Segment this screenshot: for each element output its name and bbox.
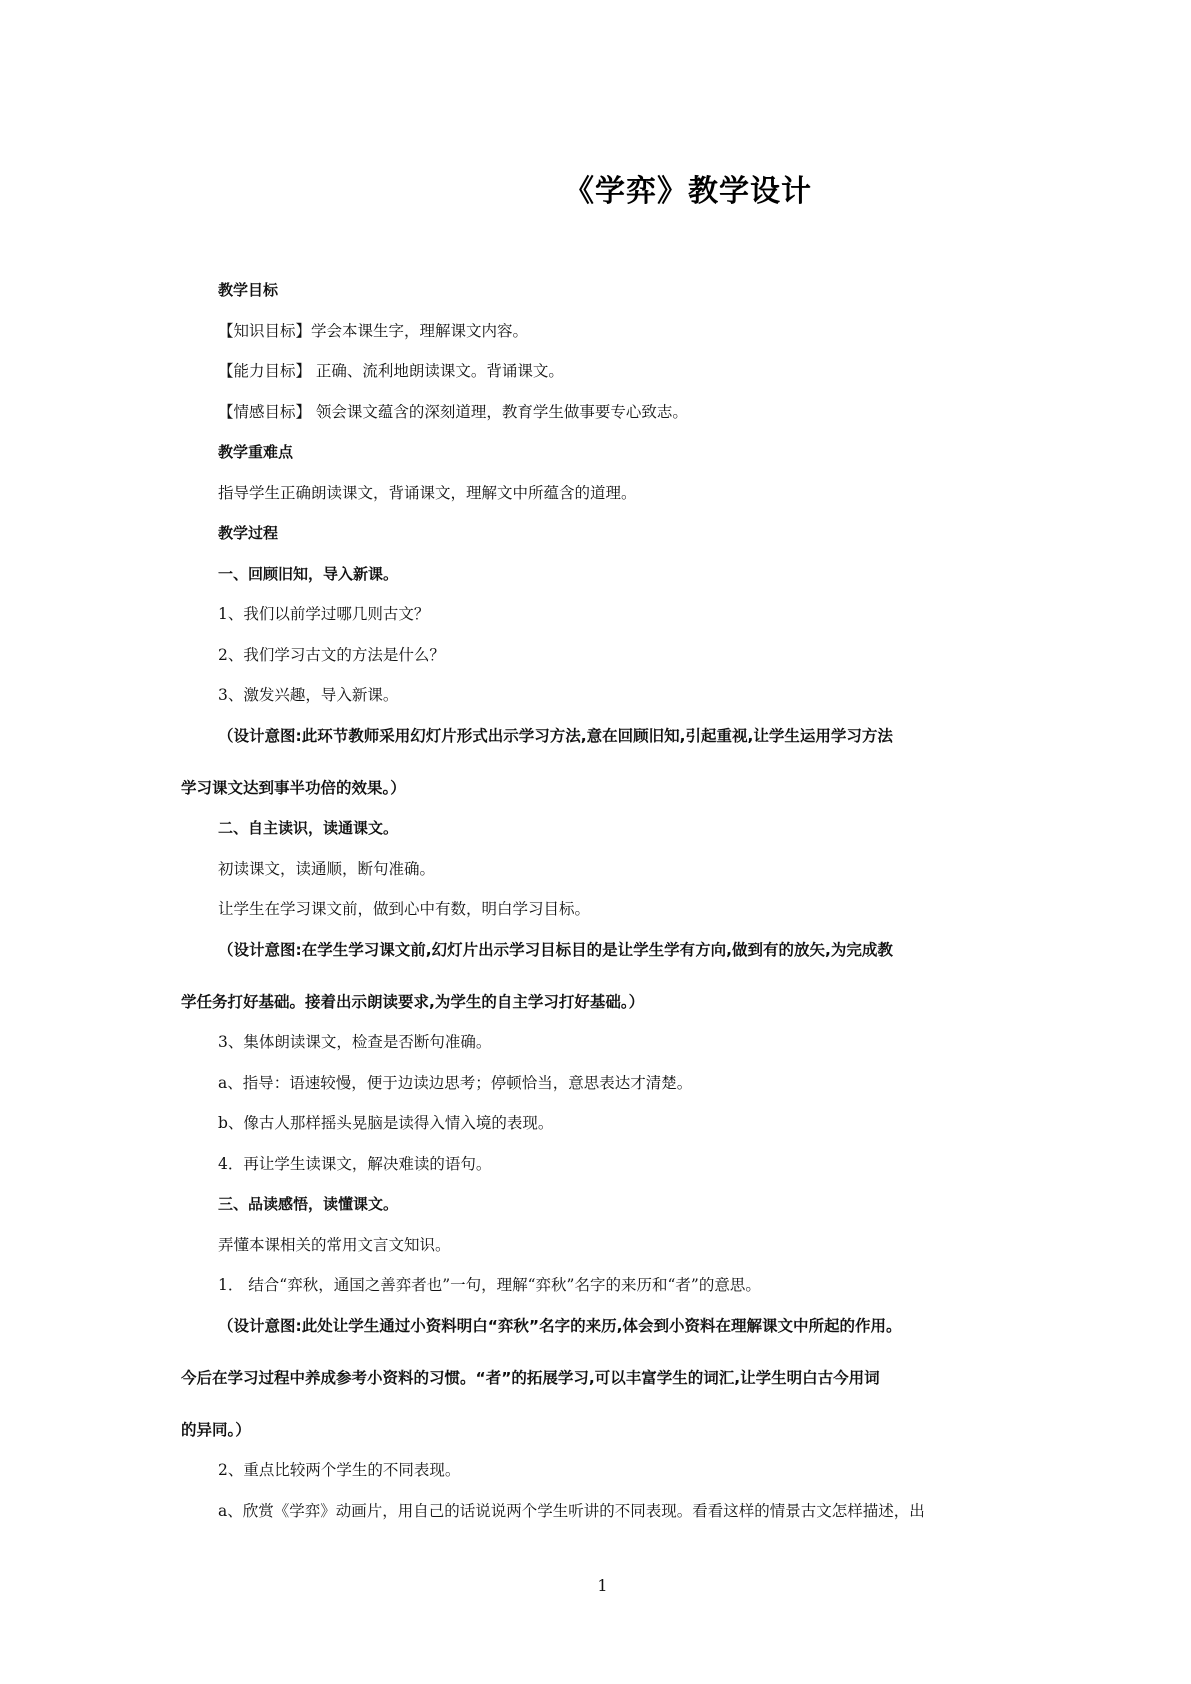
note-line: 今后在学习过程中养成参考小资料的习惯。“者”的拓展学习,可以丰富学生的词汇,让学生明白古今用词 [181,1368,880,1387]
note-line: （设计意图:在学生学习课文前,幻灯片出示学习目标目的是让学生学有方向,做到有的放矢,为完成教 [218,940,893,959]
part-1-item: 1、我们以前学过哪几则古文？ [218,605,430,623]
page-number: 1 [597,1576,608,1595]
section-heading-goals: 教学目标 [218,281,279,299]
part-3-item: 2、重点比较两个学生的不同表现。 [218,1461,461,1479]
part-3-item: a、欣赏《学弈》动画片，用自己的话说说两个学生听讲的不同表现。看看这样的情景古文怎样描述，出 [218,1501,925,1520]
part-3-item: 1． 结合“弈秋，通国之善弈者也”一句，理解“弈秋”名字的来历和“者”的意思。 [218,1276,761,1294]
part-2-item: 让学生在学习课文前，做到心中有数，明白学习目标。 [218,900,591,918]
part-2-item: 4．再让学生读课文，解决难读的语句。 [218,1154,492,1173]
part-3-item: 弄懂本课相关的常用文言文知识。 [218,1235,451,1254]
note-line: （设计意图:此处让学生通过小资料明白“弈秋”名字的来历,体会到小资料在理解课文中所起的作用。 [218,1316,902,1335]
note-line: 学习课文达到事半功倍的效果。） [181,778,406,797]
document-title: 《学弈》教学设计 [564,174,812,209]
key-points-text: 指导学生正确朗读课文，背诵课文，理解文中所蕴含的道理。 [218,483,637,502]
part-2-item: 3、集体朗读课文，检查是否断句准确。 [218,1033,492,1051]
design-intent-note-3 [181,1315,1011,1460]
document-body [181,279,1011,1540]
part-3-heading: 三、品读感悟，读懂课文。 [218,1195,399,1213]
goal-knowledge: 【知识目标】学会本课生字，理解课文内容。 [218,321,529,340]
part-1-item: 2、我们学习古文的方法是什么？ [218,645,445,664]
goal-emotion: 【情感目标】 领会课文蕴含的深刻道理，教育学生做事要专心致志。 [218,402,688,421]
part-1-heading: 一、回顾旧知，导入新课。 [218,564,399,583]
design-intent-note-2 [181,939,1011,1032]
note-line: （设计意图:此环节教师采用幻灯片形式出示学习方法,意在回顾旧知,引起重视,让学生运用学习方法 [218,726,893,745]
part-2-item: 初读课文，读通顺，断句准确。 [218,859,436,878]
part-1-item: 3、激发兴趣，导入新课。 [218,686,399,704]
section-heading-process: 教学过程 [218,524,279,542]
design-intent-note-1 [181,725,1011,818]
part-2-item: b、像古人那样摇头晃脑是读得入情入境的表现。 [218,1114,554,1132]
section-heading-key-points: 教学重难点 [218,443,294,461]
part-2-item: a、指导：语速较慢，便于边读边思考；停顿恰当，意思表达才清楚。 [218,1073,693,1092]
note-line: 学任务打好基础。接着出示朗读要求,为学生的自主学习打好基础。） [181,992,645,1011]
goal-ability: 【能力目标】 正确、流利地朗读课文。背诵课文。 [218,362,564,380]
part-2-heading: 二、自主读识，读通课文。 [218,819,399,837]
note-line: 的异同。） [181,1420,251,1439]
